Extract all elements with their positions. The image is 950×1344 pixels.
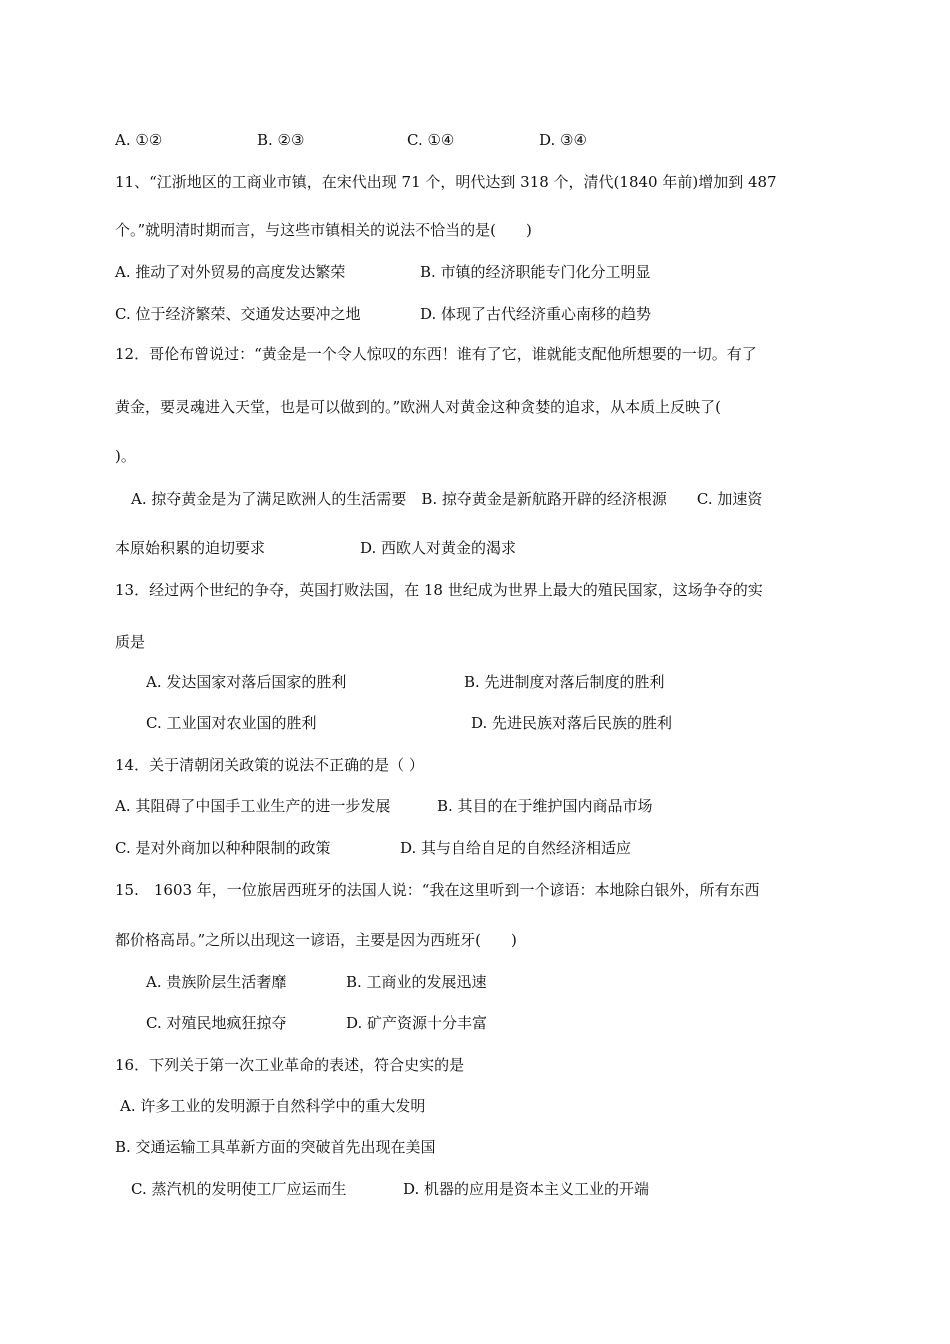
- q16-option-c: C. 蒸汽机的发明使工厂应运而生: [131, 1180, 347, 1198]
- q11-option-c: C. 位于经济繁荣、交通发达要冲之地: [115, 305, 361, 323]
- q13-option-a: A. 发达国家对落后国家的胜利: [146, 673, 347, 691]
- q13-options-row2: [146, 713, 846, 733]
- q13-option-c: C. 工业国对农业国的胜利: [146, 714, 317, 732]
- q12-option-c-continued: 本原始积累的迫切要求: [115, 539, 266, 557]
- q12-options-row2: [115, 538, 835, 558]
- q14-stem: 14．关于清朝闭关政策的说法不正确的是（ ）: [115, 756, 424, 774]
- q11-stem-line1: 11、“江浙地区的工商业市镇，在宋代出现 71 个，明代达到 318 个，清代(1840 年前)增加到 487: [115, 173, 777, 191]
- q11-option-b: B. 市镇的经济职能专门化分工明显: [420, 263, 651, 281]
- q10-options: [115, 130, 835, 150]
- q15-option-b: B. 工商业的发展迅速: [346, 973, 487, 991]
- q15-option-c: C. 对殖民地疯狂掠夺: [146, 1014, 287, 1032]
- q14-options-row2: [115, 838, 835, 858]
- q10-option-b: B. ②③: [257, 131, 305, 149]
- q11-option-a: A. 推动了对外贸易的高度发达繁荣: [115, 263, 346, 281]
- q11-stem-line2: 个。”就明清时期而言，与这些市镇相关的说法不恰当的是( ): [115, 221, 532, 239]
- q12-stem-line1: 12．哥伦布曾说过：“黄金是一个令人惊叹的东西！谁有了它，谁就能支配他所想要的一切。有了: [115, 345, 757, 363]
- q13-option-d: D. 先进民族对落后民族的胜利: [471, 714, 673, 732]
- q12-options-line1: A. 掠夺黄金是为了满足欧洲人的生活需要 B. 掠夺黄金是新航路开辟的经济根源 C. 加速资: [131, 490, 763, 508]
- q13-option-b: B. 先进制度对落后制度的胜利: [464, 673, 665, 691]
- q13-options-row1: [146, 672, 846, 692]
- q11-options-row1: [115, 262, 835, 282]
- q16-stem: 16．下列关于第一次工业革命的表述，符合史实的是: [115, 1056, 465, 1074]
- q16-option-b: B. 交通运输工具革新方面的突破首先出现在美国: [115, 1138, 436, 1156]
- q12-stem-line3: )。: [115, 447, 136, 465]
- q10-option-d: D. ③④: [539, 131, 587, 149]
- q11-option-d: D. 体现了古代经济重心南移的趋势: [420, 305, 652, 323]
- q14-option-d: D. 其与自给自足的自然经济相适应: [400, 839, 632, 857]
- q13-stem-line1: 13．经过两个世纪的争夺，英国打败法国，在 18 世纪成为世界上最大的殖民国家，这场争夺的实: [115, 581, 763, 599]
- q11-options-row2: [115, 304, 835, 324]
- q15-stem-line2: 都价格高昂。”之所以出现这一谚语，主要是因为西班牙( ): [115, 931, 517, 949]
- q14-option-c: C. 是对外商加以种种限制的政策: [115, 839, 331, 857]
- q13-stem-line2: 质是: [115, 633, 146, 651]
- q10-option-a: A. ①②: [115, 131, 163, 149]
- q15-option-d: D. 矿产资源十分丰富: [346, 1014, 488, 1032]
- q15-stem-line1: 15. 1603 年，一位旅居西班牙的法国人说：“我在这里听到一个谚语：本地除白银外，所有东西: [115, 881, 760, 899]
- q12-option-d: D. 西欧人对黄金的渴求: [360, 539, 517, 557]
- q14-option-a: A. 其阻碍了中国手工业生产的进一步发展: [115, 797, 391, 815]
- q15-option-a: A. 贵族阶层生活奢靡: [146, 973, 287, 991]
- q15-options-row1: [146, 972, 746, 992]
- q14-options-row1: [115, 796, 835, 816]
- q16-option-a: A. 许多工业的发明源于自然科学中的重大发明: [120, 1097, 426, 1115]
- q16-options-row3: [131, 1179, 831, 1199]
- q10-option-c: C. ①④: [407, 131, 455, 149]
- q15-options-row2: [146, 1013, 746, 1033]
- q16-option-d: D. 机器的应用是资本主义工业的开端: [403, 1180, 650, 1198]
- q14-option-b: B. 其目的在于维护国内商品市场: [437, 797, 653, 815]
- q12-stem-line2: 黄金，要灵魂进入天堂，也是可以做到的。”欧洲人对黄金这种贪婪的追求，从本质上反映了(: [115, 398, 722, 416]
